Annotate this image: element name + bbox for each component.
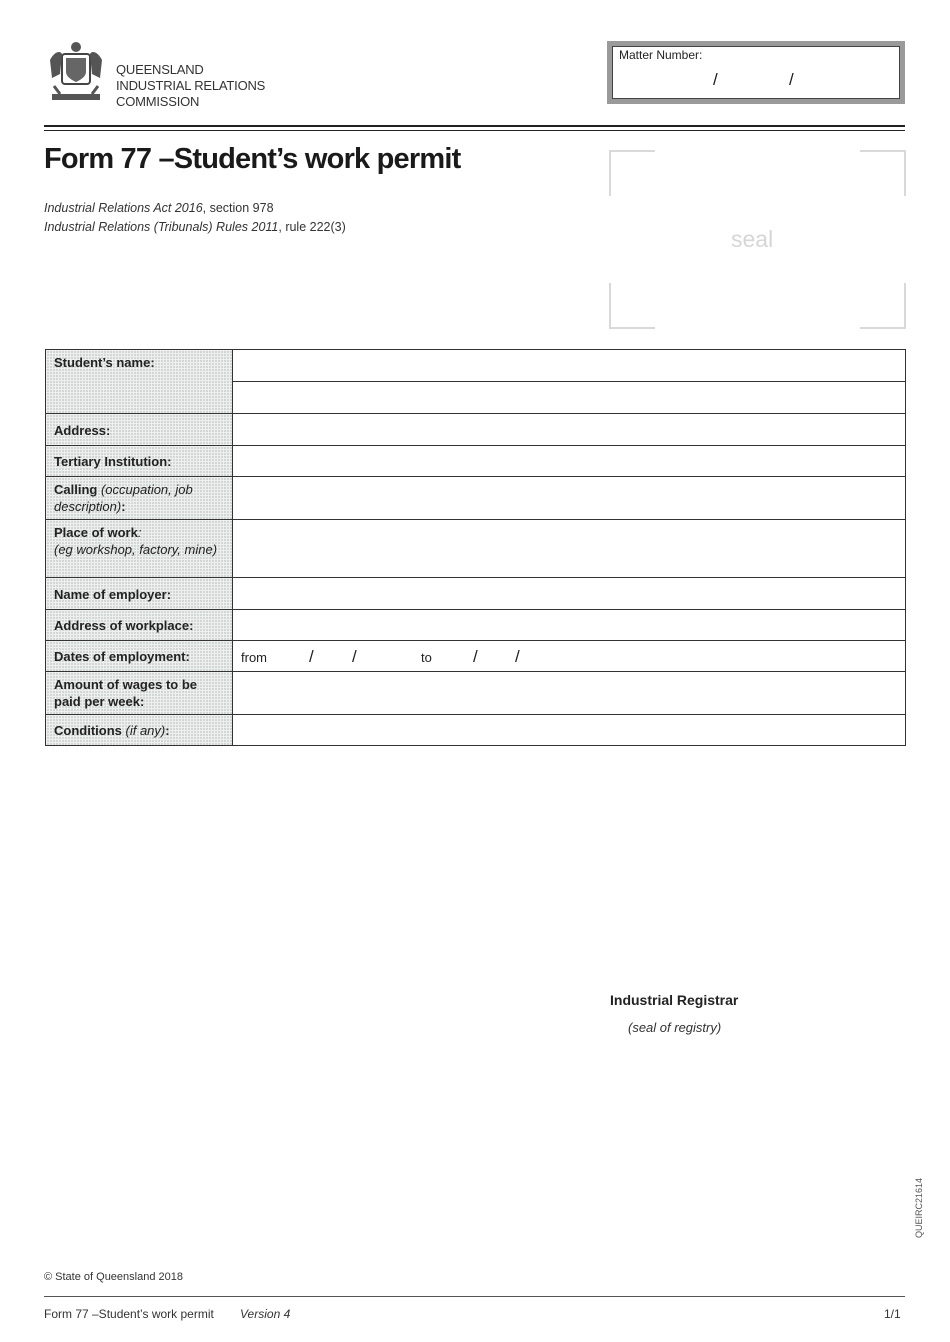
weekly-wages-field[interactable] xyxy=(233,672,906,715)
matter-slash-1: / xyxy=(713,70,718,89)
header-rule-thin xyxy=(44,130,905,131)
registrar-title: Industrial Registrar xyxy=(610,992,739,1008)
dates-of-employment-field[interactable] xyxy=(233,641,906,672)
form-code-vertical: QUEIRC21614 xyxy=(914,1177,924,1238)
footer-form-name: Form 77 –Student’s work permit xyxy=(44,1307,214,1321)
org-line-2: INDUSTRIAL RELATIONS xyxy=(116,78,266,93)
act-name: Industrial Relations Act 2016 xyxy=(44,201,203,215)
footer-page-number: 1/1 xyxy=(884,1307,901,1321)
legislation-references xyxy=(44,199,346,237)
coat-of-arms-logo xyxy=(44,38,108,106)
workplace-address-field[interactable] xyxy=(233,610,906,641)
date-from-label: from xyxy=(241,650,267,665)
matter-number-label: Matter Number: xyxy=(619,48,703,62)
conditions-label: Conditions (if any): xyxy=(46,715,233,746)
weekly-wages-label: Amount of wages to be paid per week: xyxy=(46,672,233,715)
copyright-notice: © State of Queensland 2018 xyxy=(44,1271,183,1283)
student-name-line-1[interactable] xyxy=(233,350,905,382)
employer-name-field[interactable] xyxy=(233,578,906,610)
workplace-address-label: Address of workplace: xyxy=(46,610,233,641)
footer-version: Version 4 xyxy=(240,1307,291,1321)
org-line-3: COMMISSION xyxy=(116,94,200,109)
from-slash-1: / xyxy=(309,647,314,666)
dates-of-employment-label: Dates of employment: xyxy=(46,641,233,672)
matter-number-box[interactable] xyxy=(607,41,905,104)
seal-corner-top-right xyxy=(860,150,906,196)
student-name-field[interactable] xyxy=(233,350,906,414)
to-slash-2: / xyxy=(515,647,520,666)
student-name-line-2[interactable] xyxy=(233,382,905,413)
matter-slash-2: / xyxy=(789,70,794,89)
registrar-seal-note: (seal of registry) xyxy=(628,1020,722,1035)
from-slash-2: / xyxy=(352,647,357,666)
seal-corner-top-left xyxy=(609,150,655,196)
tertiary-institution-field[interactable] xyxy=(233,446,906,477)
permit-details-table xyxy=(45,349,906,746)
place-of-work-label: Place of work: (eg workshop, factory, mine) xyxy=(46,520,233,578)
seal-corner-bottom-left xyxy=(609,283,655,329)
form-title: Form 77 –Student’s work permit xyxy=(44,143,461,175)
calling-field[interactable] xyxy=(233,477,906,520)
rules-name: Industrial Relations (Tribunals) Rules 2011 xyxy=(44,220,279,234)
student-name-label: Student’s name: xyxy=(46,350,233,414)
date-to-label: to xyxy=(421,650,432,665)
seal-corner-bottom-right xyxy=(860,283,906,329)
place-of-work-field[interactable] xyxy=(233,520,906,578)
organisation-name xyxy=(116,62,265,110)
act-section: , section 978 xyxy=(202,201,274,215)
header-rule-thick xyxy=(44,125,905,127)
tertiary-institution-label: Tertiary Institution: xyxy=(46,446,233,477)
address-label: Address: xyxy=(46,414,233,446)
conditions-field[interactable] xyxy=(233,715,906,746)
seal-placeholder-text: seal xyxy=(731,226,774,252)
to-slash-1: / xyxy=(473,647,478,666)
employer-name-label: Name of employer: xyxy=(46,578,233,610)
rules-section: , rule 222(3) xyxy=(278,220,346,234)
address-field[interactable] xyxy=(233,414,906,446)
footer-rule xyxy=(44,1296,905,1297)
calling-label: Calling (occupation, job description): xyxy=(46,477,233,520)
org-line-1: QUEENSLAND xyxy=(116,62,204,77)
